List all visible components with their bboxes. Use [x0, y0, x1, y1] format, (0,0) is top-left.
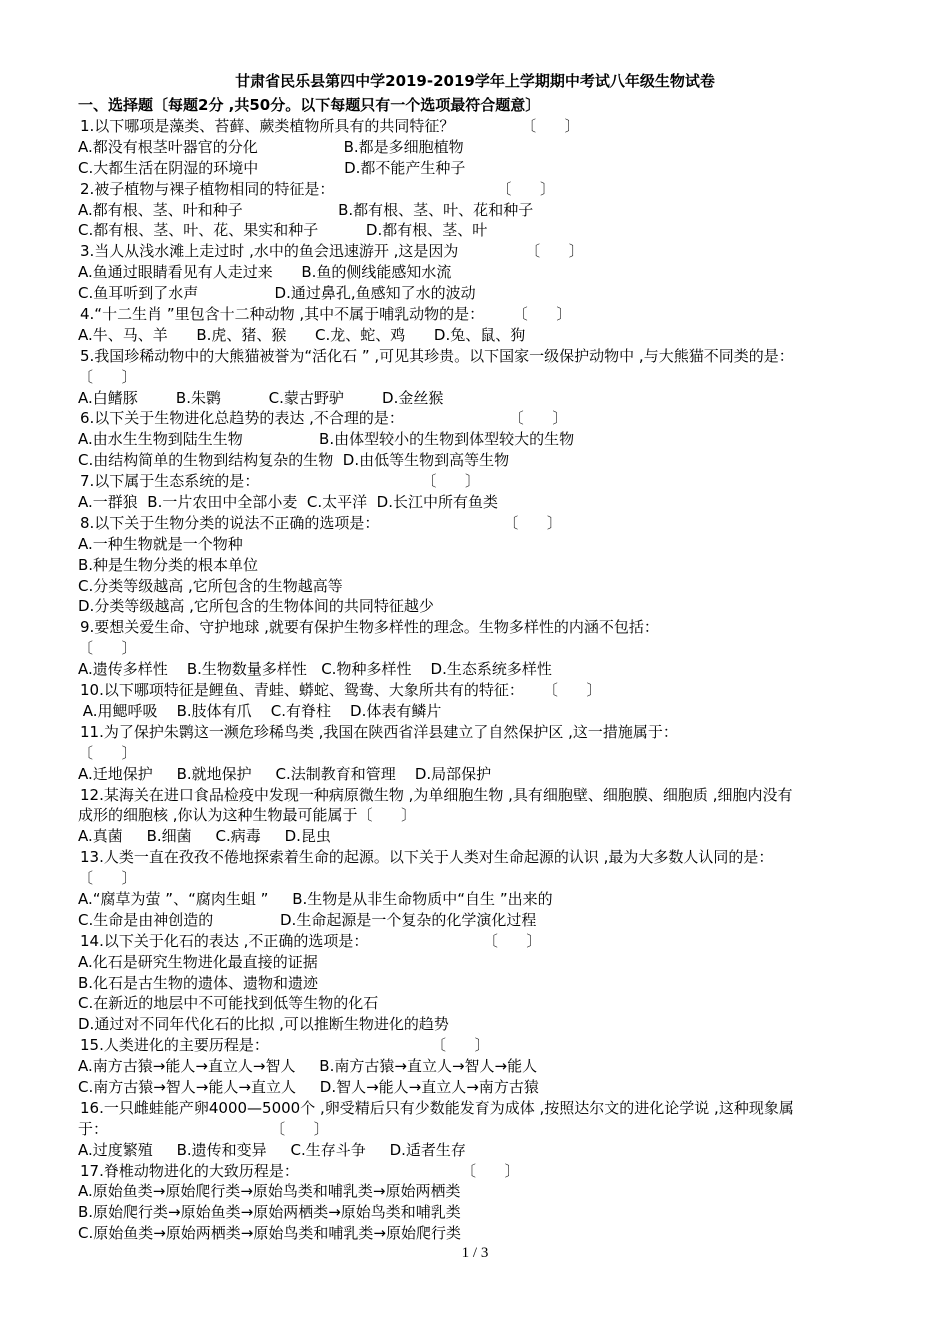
question-stem: 9.要想关爱生命、守护地球 ,就要有保护生物多样性的理念。生物多样性的内涵不包括：	[80, 618, 659, 637]
question-line: A.真菌 B.细菌 C.病毒 D.昆虫	[78, 827, 331, 846]
question-stem: 14.以下关于化石的表达 ,不正确的选项是： 〔 〕	[80, 931, 542, 950]
question-line: C.鱼耳听到了水声 D.通过鼻孔,鱼感知了水的波动	[78, 284, 476, 303]
question-line: B.种是生物分类的根本单位	[78, 555, 259, 574]
question-stem: 17.脊椎动物进化的大致历程是： 〔 〕	[80, 1161, 520, 1180]
question-line: 〔 〕	[78, 639, 137, 658]
question-line: 〔 〕	[78, 367, 137, 386]
question-line: 成形的细胞核 ,你认为这种生物最可能属于〔 〕	[78, 806, 417, 825]
question-line: A.原始鱼类→原始爬行类→原始鸟类和哺乳类→原始两栖类	[78, 1182, 461, 1201]
question-line: A.牛、马、羊 B.虎、猪、猴 C.龙、蛇、鸡 D.兔、鼠、狗	[78, 325, 526, 344]
question-line: C.分类等级越高 ,它所包含的生物越高等	[78, 576, 343, 595]
question-line: C.在新近的地层中不可能找到低等生物的化石	[78, 994, 379, 1013]
question-line: C.都有根、茎、叶、花、果实和种子 D.都有根、茎、叶	[78, 221, 488, 240]
question-stem: 15.人类进化的主要历程是： 〔 〕	[80, 1036, 490, 1055]
question-line: C.南方古猿→智人→能人→直立人 D.智人→能人→直立人→南方古猿	[78, 1077, 539, 1096]
question-stem: 4.“十二生肖 ”里包含十二种动物 ,其中不属于哺乳动物的是： 〔 〕	[80, 305, 572, 324]
question-stem: 6.以下关于生物进化总趋势的表达 ,不合理的是： 〔 〕	[80, 409, 568, 428]
section-heading: 一、选择题〔每题2分 ,共50分。以下每题只有一个选项最符合题意〕	[78, 96, 541, 114]
question-line: D.分类等级越高 ,它所包含的生物体间的共同特征越少	[78, 597, 434, 616]
question-line: A.鱼通过眼睛看见有人走过来 B.鱼的侧线能感知水流	[78, 263, 452, 282]
question-line: A.一群狼 B.一片农田中全部小麦 C.太平洋 D.长江中所有鱼类	[78, 493, 498, 512]
question-line: B.原始爬行类→原始鱼类→原始两栖类→原始鸟类和哺乳类	[78, 1203, 461, 1222]
question-list	[78, 116, 884, 1244]
question-stem: 5.我国珍稀动物中的大熊猫被誉为“活化石 ” ,可见其珍贵。以下国家一级保护动物中 ,与大熊猫不同类的是：	[80, 346, 794, 365]
question-line: A.化石是研究生物进化最直接的证据	[78, 952, 318, 971]
question-stem: 11.为了保护朱鹮这一濒危珍稀鸟类 ,我国在陕西省洋县建立了自然保护区 ,这一措施属于：	[80, 722, 678, 741]
question-line: D.通过对不同年代化石的比拟 ,可以推断生物进化的趋势	[78, 1015, 449, 1034]
question-stem: 16.一只雌蛙能产卵4000—5000个 ,卵受精后只有少数能发育为成体 ,按照达尔文的进化论学说 ,这种现象属	[80, 1098, 794, 1117]
question-line: C.生命是由神创造的 D.生命起源是一个复杂的化学演化过程	[78, 910, 537, 929]
question-stem: 10.以下哪项特征是鲤鱼、青蛙、蟒蛇、鸳鸯、大象所共有的特征： 〔 〕	[80, 681, 602, 700]
question-line: A.迁地保护 B.就地保护 C.法制教育和管理 D.局部保护	[78, 764, 492, 783]
question-line: A.都有根、茎、叶和种子 B.都有根、茎、叶、花和种子	[78, 200, 534, 219]
question-line: A.过度繁殖 B.遗传和变异 C.生存斗争 D.适者生存	[78, 1140, 466, 1159]
page-number: 1 / 3	[461, 1245, 489, 1261]
question-stem: 2.被子植物与裸子植物相同的特征是： 〔 〕	[80, 179, 556, 198]
question-line: 〔 〕	[78, 743, 137, 762]
question-stem: 1.以下哪项是藻类、苔藓、蕨类植物所具有的共同特征？ 〔 〕	[80, 117, 580, 135]
question-line: A.一种生物就是一个物种	[78, 534, 243, 553]
question-line: A.遗传多样性 B.生物数量多样性 C.物种多样性 D.生态系统多样性	[78, 660, 552, 679]
question-stem: 8.以下关于生物分类的说法不正确的选项是： 〔 〕	[80, 513, 562, 532]
question-line: 〔 〕	[78, 869, 137, 888]
question-stem: 7.以下属于生态系统的是： 〔 〕	[80, 472, 481, 491]
question-line: 于： 〔 〕	[78, 1119, 329, 1138]
question-line: A.用鳃呼吸 B.肢体有爪 C.有脊柱 D.体表有鳞片	[78, 701, 442, 720]
question-line: B.化石是古生物的遗体、遗物和遗迹	[78, 973, 319, 992]
question-line: A.由水生生物到陆生生物 B.由体型较小的生物到体型较大的生物	[78, 430, 575, 449]
question-line: A.南方古猿→能人→直立人→智人 B.南方古猿→直立人→智人→能人	[78, 1057, 538, 1076]
question-line: C.由结构简单的生物到结构复杂的生物 D.由低等生物到高等生物	[78, 451, 510, 470]
question-line: C.大都生活在阴湿的环境中 D.都不能产生种子	[78, 158, 466, 177]
question-line: A.白鳍豚 B.朱鹮 C.蒙古野驴 D.金丝猴	[78, 388, 444, 407]
question-line: C.原始鱼类→原始两栖类→原始鸟类和哺乳类→原始爬行类	[78, 1224, 461, 1243]
question-stem: 13.人类一直在孜孜不倦地探索着生命的起源。以下关于人类对生命起源的认识 ,最为大多数人认同的是：	[80, 848, 774, 867]
question-stem: 3.当人从浅水滩上走过时 ,水中的鱼会迅速游开 ,这是因为 〔 〕	[80, 242, 584, 261]
question-line: A.“腐草为萤 ”、“腐肉生蛆 ” B.生物是从非生命物质中“自生 ”出来的	[78, 889, 553, 908]
question-line: A.都没有根茎叶器官的分化 B.都是多细胞植物	[78, 137, 464, 156]
question-stem: 12.某海关在进口食品检疫中发现一种病原微生物 ,为单细胞生物 ,具有细胞壁、细胞膜、细胞质 ,细胞内没有	[80, 785, 793, 804]
exam-title: 甘肃省民乐县第四中学2019-2019学年上学期期中考试八年级生物试卷	[235, 72, 715, 90]
